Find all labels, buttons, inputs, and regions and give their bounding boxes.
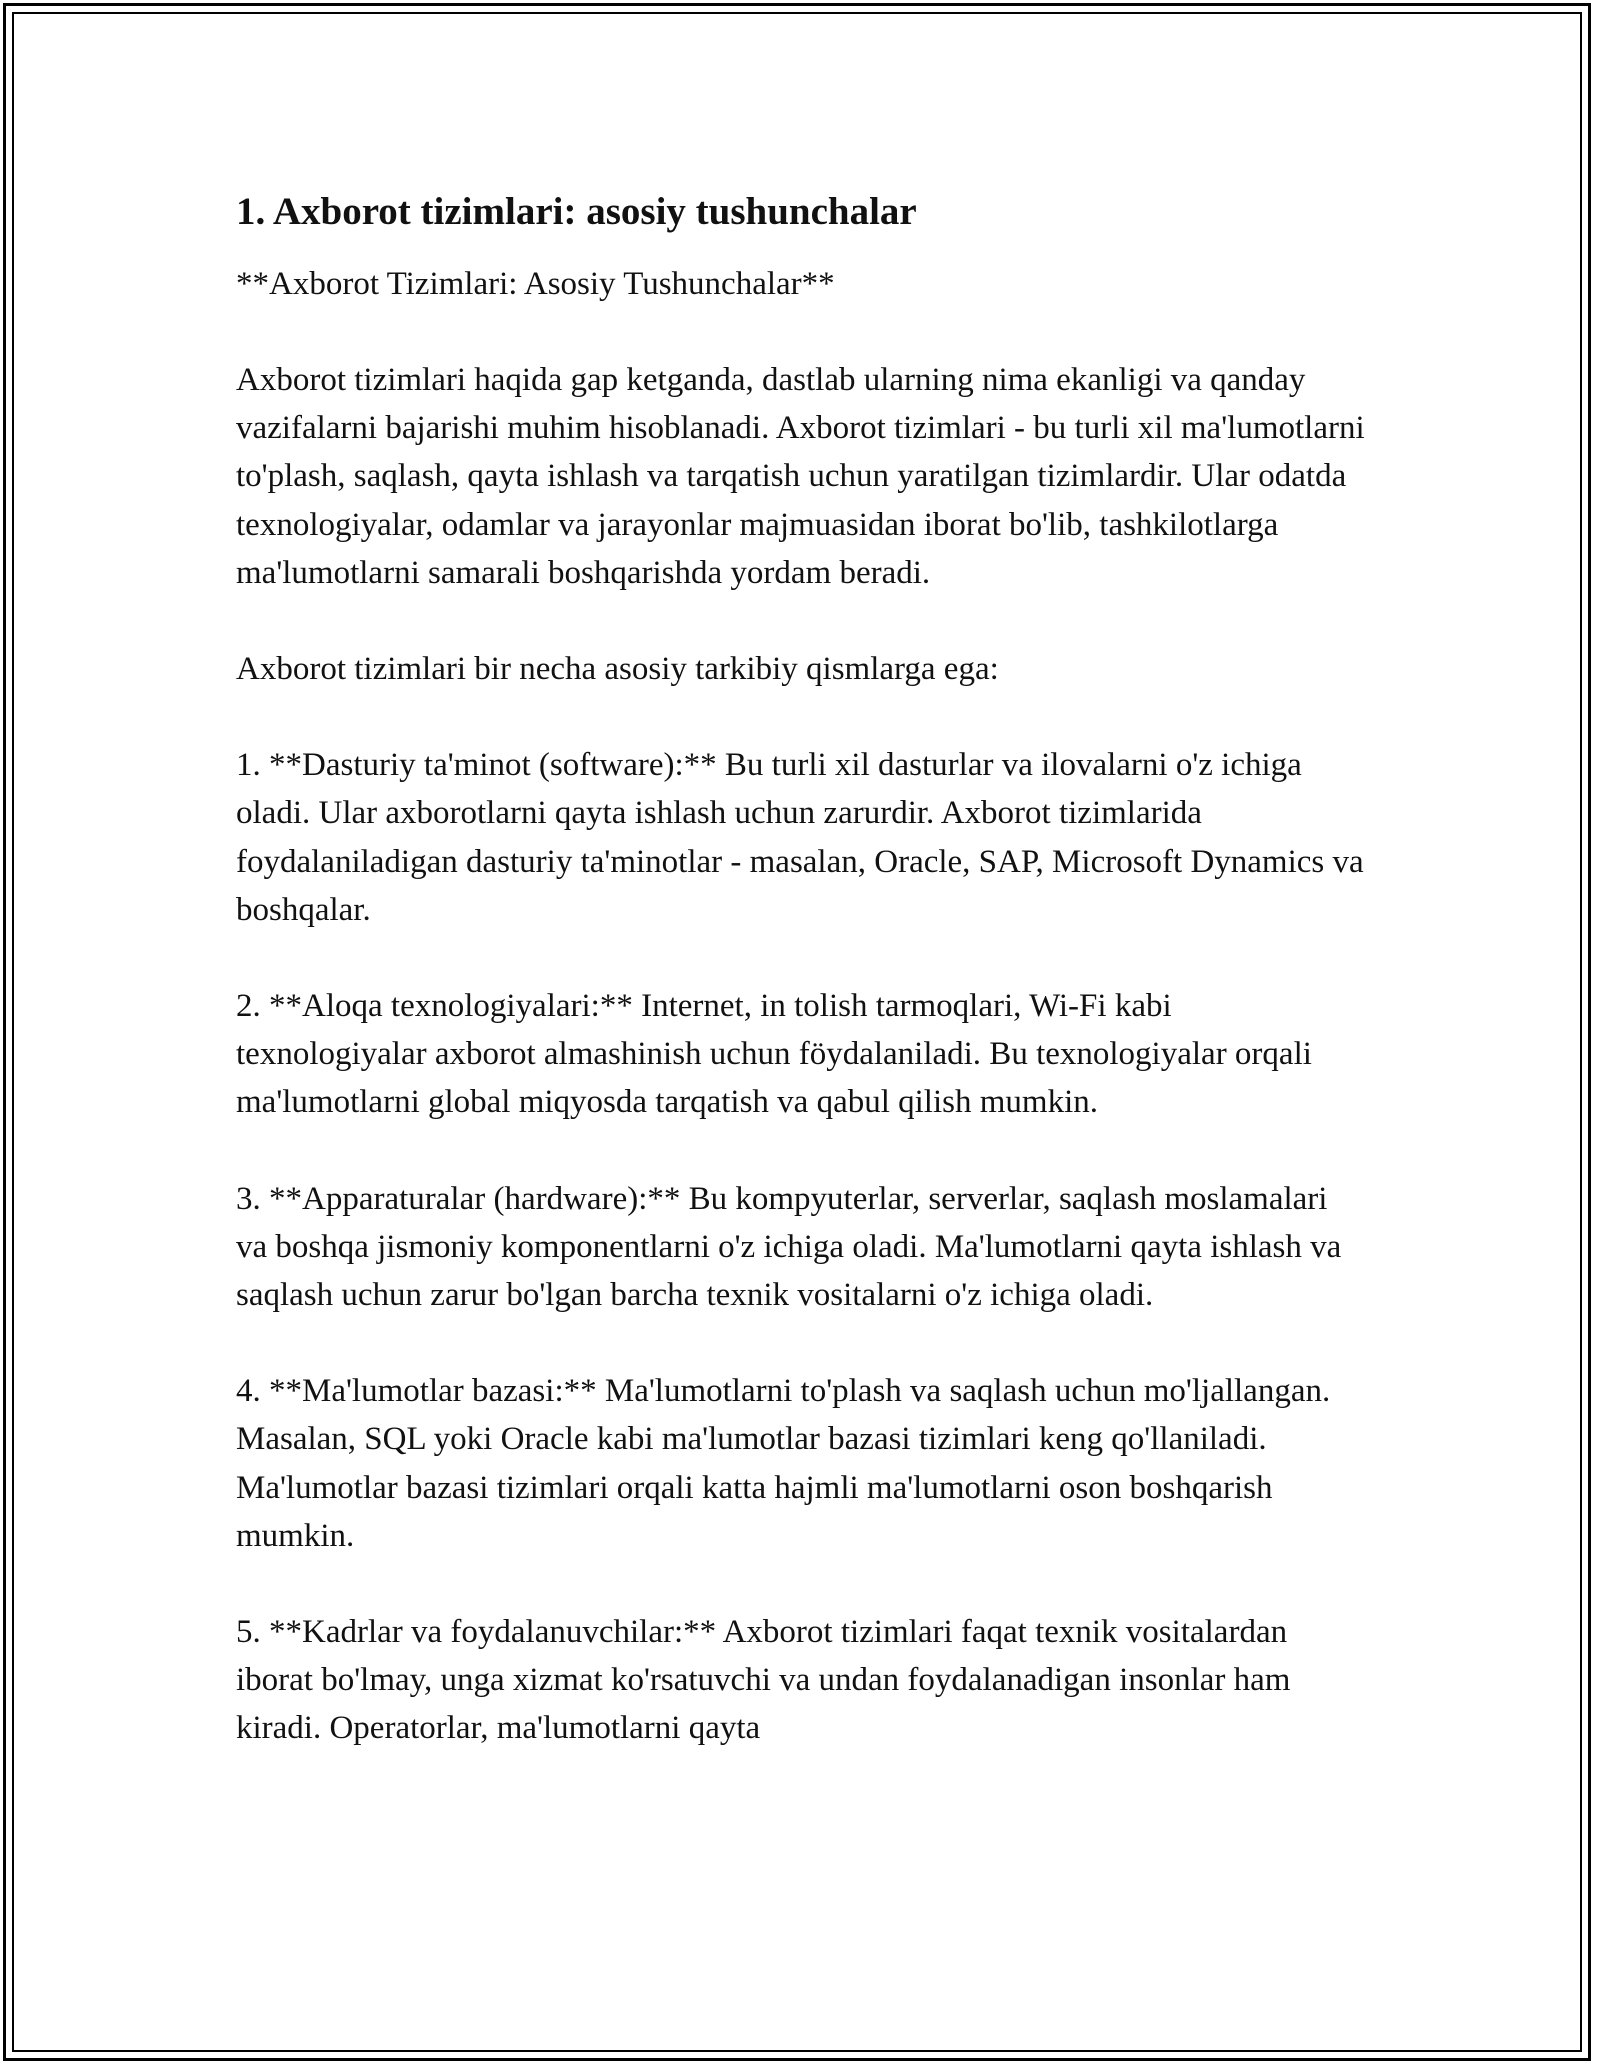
document-body <box>236 186 1366 1753</box>
list-item-software: 1. **Dasturiy ta'minot (software):** Bu turli xil dasturlar va ilovalarni o'z ichiga oladi. Ular axborotlarni qayta ishlash uchun zarurdir. Axborot tizimlarida foydalaniladigan dasturiy ta'minotlar - masalan, Oracle, SAP, Microsoft Dynamics va boshqalar. <box>236 747 1364 928</box>
paragraph-components-lead: Axborot tizimlari bir necha asosiy tarkibiy qismlarga ega: <box>236 651 999 688</box>
paragraph-intro: Axborot tizimlari haqida gap ketganda, dastlab ularning nima ekanligi va qanday vazifalarni bajarishi muhim hisoblanadi. Axborot tizimlari - bu turli xil ma'lumotlarni to'plash, saqlash, qayta ishlash va tarqatish uchun yaratilgan tizimlardir. Ular odatda texnologiyalar, odamlar va jarayonlar majmuasidan iborat bo'lib, tashkilotlarga ma'lumotlarni samarali boshqarishda yordam beradi. <box>236 362 1365 591</box>
document-title: 1. Axborot tizimlari: asosiy tushunchalar <box>236 190 917 233</box>
list-item-communication: 2. **Aloqa texnologiyalari:** Internet, in tolish tarmoqlari, Wi-Fi kabi texnologiyalar axborot almashinish uchun föydalaniladi. Bu texnologiyalar orqali ma'lumotlarni global miqyosda tarqatish va qabul qilish mumkin. <box>236 988 1312 1121</box>
list-item-personnel: 5. **Kadrlar va foydalanuvchilar:** Axborot tizimlari faqat texnik vositalardan iborat bo'lmay, unga xizmat ko'rsatuvchi va undan foydalanadigan insonlar ham kiradi. Operatorlar, ma'lumotlarni qayta <box>236 1614 1291 1747</box>
list-item-hardware: 3. **Apparaturalar (hardware):** Bu kompyuterlar, serverlar, saqlash moslamalari va boshqa jismoniy komponentlarni o'z ichiga oladi. Ma'lumotlarni qayta ishlash va saqlash uchun zarur bo'lgan barcha texnik vositalarni o'z ichiga oladi. <box>236 1180 1342 1314</box>
list-item-database: 4. **Ma'lumotlar bazasi:** Ma'lumotlarni to'plash va saqlash uchun mo'ljallangan. Masalan, SQL yoki Oracle kabi ma'lumotlar bazasi tizimlari keng qo'llaniladi. Ma'lumotlar bazasi tizimlari orqali katta hajmli ma'lumotlarni oson boshqarish mumkin. <box>236 1373 1331 1554</box>
document-subtitle: **Axborot Tizimlari: Asosiy Tushunchalar** <box>236 266 835 302</box>
